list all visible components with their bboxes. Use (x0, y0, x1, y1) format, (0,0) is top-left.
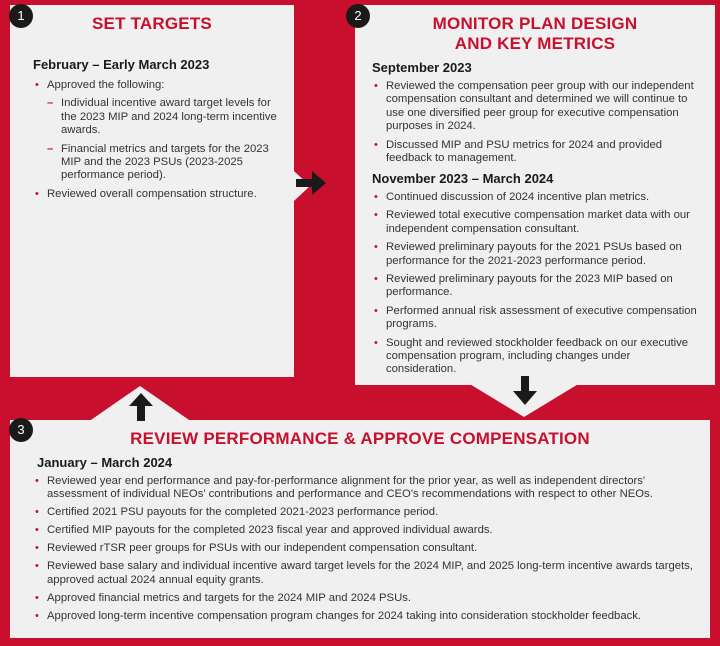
step2-period2: November 2023 – March 2024 (372, 171, 554, 186)
step3-title: REVIEW PERFORMANCE & APPROVE COMPENSATION (130, 429, 590, 448)
step2-bullet-list-1 (372, 80, 702, 170)
step3-period: January – March 2024 (37, 455, 173, 470)
list-item: • Reviewed overall compensation structure. (33, 188, 283, 201)
step2-period1: September 2023 (372, 60, 472, 75)
down-arrow-icon (513, 376, 537, 406)
list-item: • Approved financial metrics and targets for the 2024 MIP and 2024 PSUs. (33, 592, 703, 605)
step3-bullet-list (33, 475, 703, 628)
list-item: • Continued discussion of 2024 incentive plan metrics. (372, 191, 702, 204)
up-arrow-icon (129, 393, 153, 421)
step1-number-badge: 1 (9, 4, 33, 28)
sub-list-item: – Individual incentive award target levels for the 2023 MIP and 2024 long-term incentive awards. (47, 97, 283, 137)
step3-number-badge: 3 (9, 418, 33, 442)
list-item: • Reviewed the compensation peer group with our independent compensation consultant and determined we will continue to use one diversified peer group for executive compensation purposes in 2024. (372, 80, 702, 134)
step1-title: SET TARGETS (92, 14, 212, 33)
right-arrow-icon (296, 171, 328, 195)
list-item-text: Approved the following: (47, 79, 165, 91)
step1-period: February – Early March 2023 (33, 57, 210, 72)
list-item: • Certified MIP payouts for the completed 2023 fiscal year and approved individual awards. (33, 524, 703, 537)
list-item: • Sought and reviewed stockholder feedback on our executive compensation program, including changes under consideration. (372, 337, 702, 377)
list-item: • Certified 2021 PSU payouts for the completed 2021-2023 performance period. (33, 506, 703, 519)
list-item: • Reviewed preliminary payouts for the 2023 MIP based on performance. (372, 273, 702, 300)
step2-title-line2: AND KEY METRICS (454, 34, 616, 53)
step1-sub-list (47, 97, 283, 182)
step2-title-line1: MONITOR PLAN DESIGN (432, 14, 638, 33)
list-item: • Reviewed preliminary payouts for the 2021 PSUs based on performance for the 2021-2023 performance period. (372, 241, 702, 268)
list-item: • Approved long-term incentive compensation program changes for 2024 taking into consideration stockholder feedback. (33, 610, 703, 623)
list-item: • Reviewed total executive compensation market data with our independent compensation consultant. (372, 209, 702, 236)
list-item: • Performed annual risk assessment of executive compensation programs. (372, 305, 702, 332)
list-item: • Reviewed year end performance and pay-for-performance alignment for the prior year, as well as independent directors' assessment of individual NEOs' contributions and performance and CEO's recommendations with respect to other NEOs. (33, 475, 703, 501)
step2-bullet-list-2 (372, 191, 702, 382)
list-item (33, 79, 283, 183)
list-item: • Reviewed rTSR peer groups for PSUs with our independent compensation consultant. (33, 542, 703, 555)
sub-list-item: – Financial metrics and targets for the 2023 MIP and the 2023 PSUs (2023-2025 performance period). (47, 143, 283, 183)
step1-bullet-list (33, 79, 283, 206)
step2-number-badge: 2 (346, 4, 370, 28)
list-item: • Discussed MIP and PSU metrics for 2024 and provided feedback to management. (372, 139, 702, 166)
list-item: • Reviewed base salary and individual incentive award target levels for the 2024 MIP, and 2025 long-term incentive awards targets, approved actual 2024 annual equity grants. (33, 560, 703, 586)
